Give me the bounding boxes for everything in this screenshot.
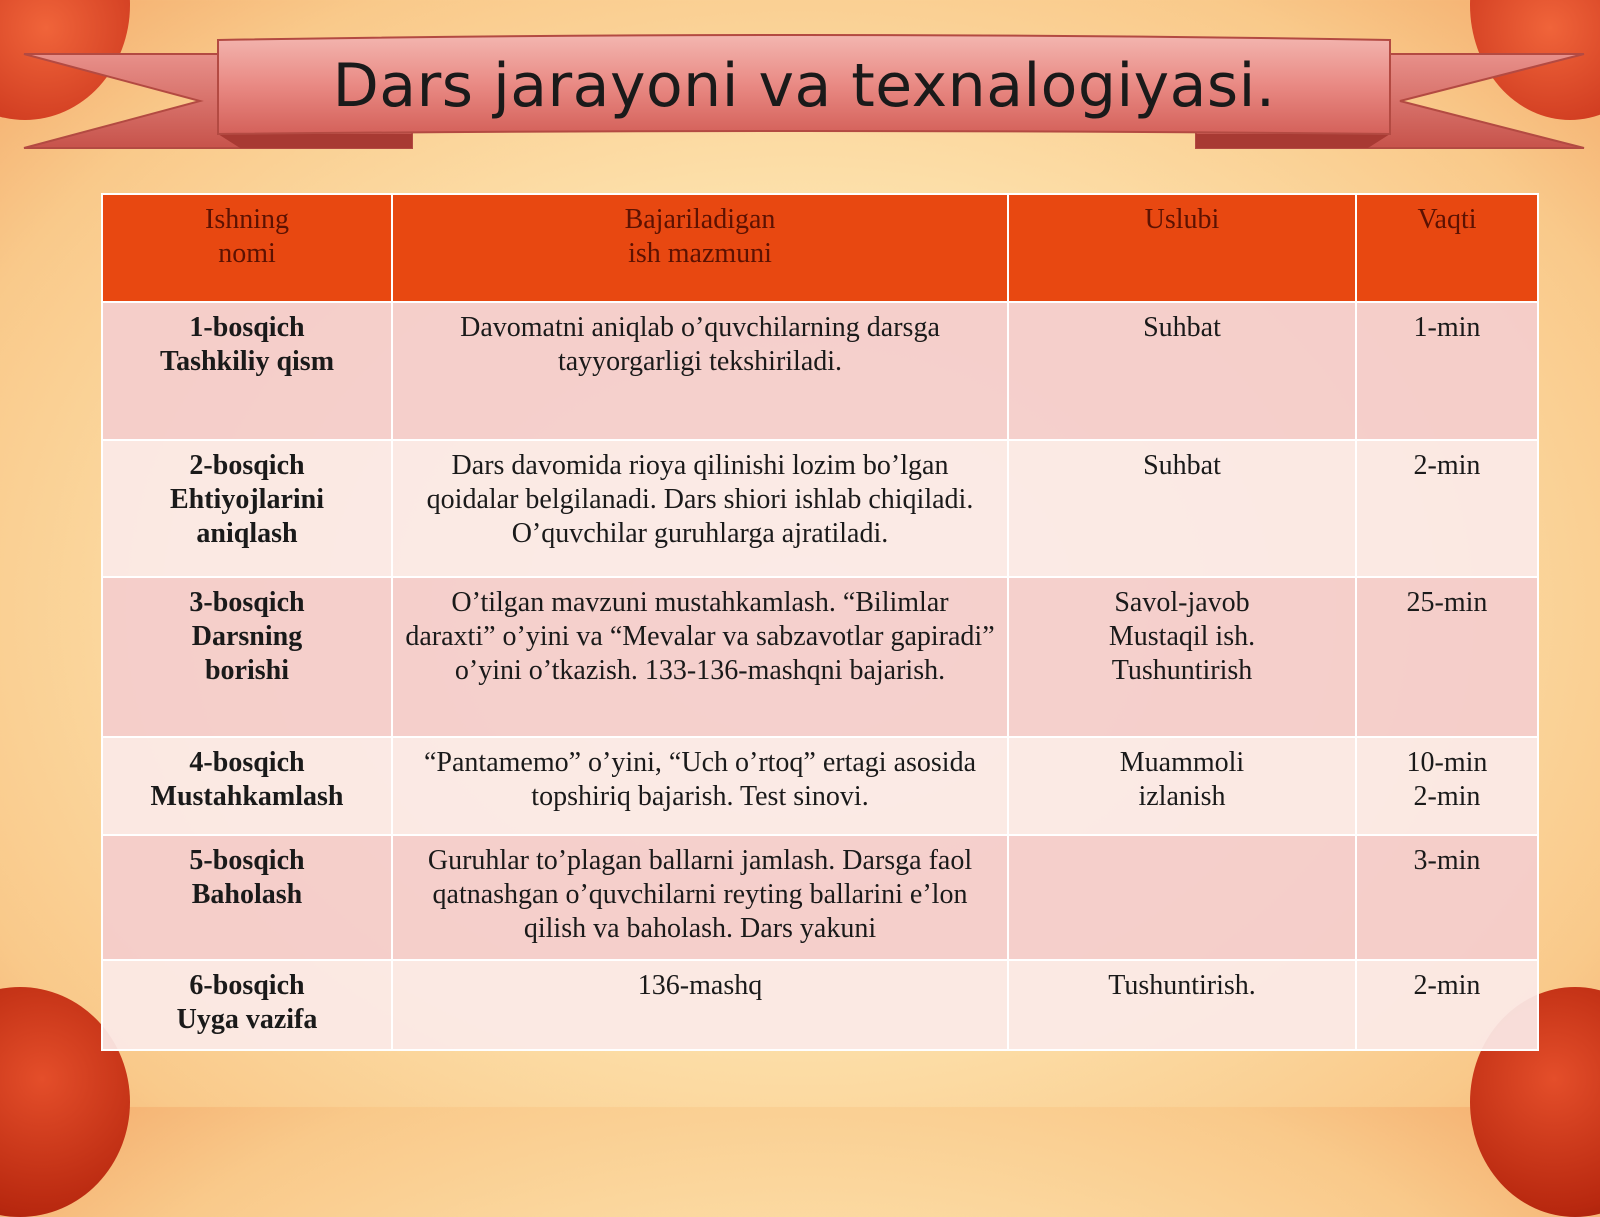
table-row [102,960,1538,1050]
title-ribbon-banner [0,0,1600,160]
stage-cell: 4-bosqich Mustahkamlash [102,737,392,835]
time-cell: 2-min [1356,440,1538,576]
time-cell: 1-min [1356,302,1538,440]
column-header-stage: Ishning nomi [102,194,392,302]
table-header-row [102,194,1538,302]
time-cell: 3-min [1356,835,1538,959]
table-row [102,302,1538,440]
method-cell: Suhbat [1008,302,1356,440]
slide-title: Dars jarayoni va texnalogiyasi. [332,51,1276,121]
content-cell: Guruhlar to’plagan ballarni jamlash. Darsga faol qatnashgan o’quvchilarni reyting ballarini e’lon qilish va baholash. Dars yakuni [392,835,1008,959]
content-cell: O’tilgan mavzuni mustahkamlash. “Bilimlar daraxti” o’yini va “Mevalar va sabzavotlar gapiradi” o’yini o’tkazish. 133-136-mashqni bajarish. [392,577,1008,737]
stage-cell: 1-bosqich Tashkiliy qism [102,302,392,440]
method-cell: Tushuntirish. [1008,960,1356,1050]
method-cell [1008,835,1356,959]
table-row [102,737,1538,835]
content-cell: Davomatni aniqlab o’quvchilarning darsga tayyorgarligi tekshiriladi. [392,302,1008,440]
content-cell: “Pantamemo” o’yini, “Uch o’rtoq” ertagi asosida topshiriq bajarish. Test sinovi. [392,737,1008,835]
method-cell: Savol-javob Mustaqil ish. Tushuntirish [1008,577,1356,737]
table-row [102,577,1538,737]
lesson-plan-table [101,193,1539,1051]
stage-cell: 6-bosqich Uyga vazifa [102,960,392,1050]
method-cell: Suhbat [1008,440,1356,576]
content-cell: Dars davomida rioya qilinishi lozim bo’lgan qoidalar belgilanadi. Dars shiori ishlab chiqiladi. O’quvchilar guruhlarga ajratiladi. [392,440,1008,576]
column-header-time: Vaqti [1356,194,1538,302]
time-cell: 25-min [1356,577,1538,737]
column-header-method: Uslubi [1008,194,1356,302]
column-header-content: Bajariladigan ish mazmuni [392,194,1008,302]
method-cell: Muammoli izlanish [1008,737,1356,835]
table-row [102,835,1538,959]
time-cell: 10-min 2-min [1356,737,1538,835]
content-cell: 136-mashq [392,960,1008,1050]
stage-cell: 2-bosqich Ehtiyojlarini aniqlash [102,440,392,576]
stage-cell: 3-bosqich Darsning borishi [102,577,392,737]
time-cell: 2-min [1356,960,1538,1050]
stage-cell: 5-bosqich Baholash [102,835,392,959]
table-row [102,440,1538,576]
